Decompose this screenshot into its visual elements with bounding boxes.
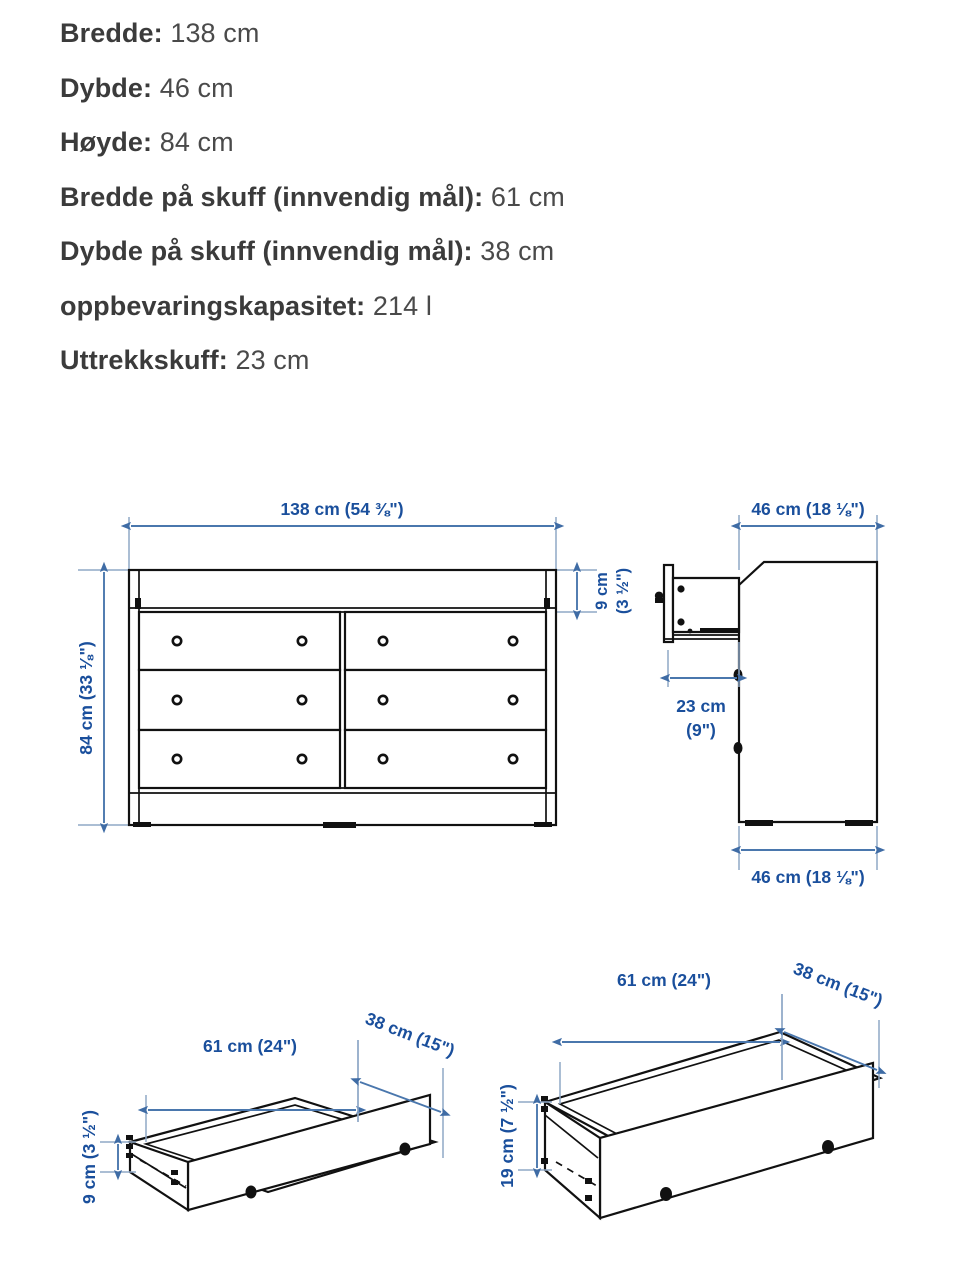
spec-value: 46 cm <box>159 72 234 103</box>
shallow-drawer-depth-label: 38 cm (15") <box>362 1008 458 1061</box>
front-width-dimension <box>129 499 556 570</box>
front-height-label: 84 cm (33 ⅛") <box>76 641 96 755</box>
side-pullout-label-line1: 23 cm <box>676 696 726 716</box>
drawer-knob-icon[interactable] <box>379 755 387 763</box>
spec-value: 61 cm <box>490 181 565 212</box>
spec-row <box>60 279 940 334</box>
drawer-knob-icon[interactable] <box>298 637 306 645</box>
drawer-knob-icon[interactable] <box>173 755 181 763</box>
shallow-drawer-height-label: 9 cm (3 ½") <box>79 1110 99 1204</box>
front-top-panel-label-line2: (3 ½") <box>614 567 632 615</box>
spec-label: Bredde på skuff (innvendig mål): <box>60 181 484 212</box>
drawer-knob-icon[interactable] <box>509 755 517 763</box>
front-height-dimension <box>76 570 134 825</box>
spec-row <box>60 333 940 388</box>
drawer-knob-icon[interactable] <box>379 637 387 645</box>
spec-value: 38 cm <box>480 236 555 266</box>
front-view-group <box>76 499 632 828</box>
deep-drawer-height-label: 19 cm (7 ½") <box>497 1084 517 1188</box>
spec-label: Høyde: <box>60 127 153 157</box>
drawer-knob-icon[interactable] <box>173 696 181 704</box>
spec-row <box>60 61 940 116</box>
side-view-group <box>655 499 877 887</box>
drawer-knob-icon[interactable] <box>298 696 306 704</box>
spec-row <box>60 6 940 61</box>
front-top-panel-label-line1: 9 cm <box>593 572 611 610</box>
drawer-knob-icon[interactable] <box>298 755 306 763</box>
spec-row <box>60 170 940 225</box>
deep-drawer-body <box>541 1032 880 1218</box>
spec-label: oppbevaringskapasitet: <box>60 290 366 321</box>
drawer-knob-icon[interactable] <box>509 637 517 645</box>
drawer-front[interactable] <box>139 612 340 670</box>
side-depth-top-label: 46 cm (18 ⅛") <box>751 499 865 519</box>
deep-drawer-width-label: 61 cm (24") <box>617 970 711 990</box>
spec-label: Bredde: <box>60 18 163 48</box>
spec-value: 214 l <box>372 290 432 321</box>
drawer-front[interactable] <box>139 730 340 788</box>
spec-value: 138 cm <box>170 18 260 48</box>
shallow-drawer-body <box>126 1095 435 1210</box>
deep-drawer-depth-label: 38 cm (15") <box>790 958 886 1011</box>
side-depth-top-dimension <box>739 499 877 570</box>
deep-drawer-group <box>497 958 886 1218</box>
shallow-drawer-group <box>79 1008 458 1210</box>
drawer-knob-icon[interactable] <box>379 696 387 704</box>
side-pullout-label-line2: (9") <box>686 720 716 740</box>
drawer-knob-icon[interactable] <box>173 637 181 645</box>
spec-label: Dybde på skuff (innvendig mål): <box>60 236 473 266</box>
technical-drawing <box>0 470 960 1282</box>
front-width-label: 138 cm (54 ⅜") <box>280 499 404 519</box>
spec-value: 23 cm <box>235 345 310 375</box>
front-top-panel-dimension <box>552 568 632 614</box>
spec-label: Dybde: <box>60 72 153 103</box>
specification-list <box>60 6 940 388</box>
spec-label: Uttrekkskuff: <box>60 345 228 375</box>
dresser-side-body <box>739 562 877 826</box>
spec-row <box>60 115 940 170</box>
side-depth-bottom-label: 46 cm (18 ⅛") <box>751 867 865 887</box>
shallow-drawer-width-label: 61 cm (24") <box>203 1036 297 1056</box>
spec-value: 84 cm <box>159 127 234 157</box>
side-pullout-dimension <box>668 642 739 740</box>
drawer-front[interactable] <box>139 670 340 730</box>
drawer-knob-icon[interactable] <box>509 696 517 704</box>
side-depth-bottom-dimension <box>739 826 877 887</box>
spec-row <box>60 224 940 279</box>
